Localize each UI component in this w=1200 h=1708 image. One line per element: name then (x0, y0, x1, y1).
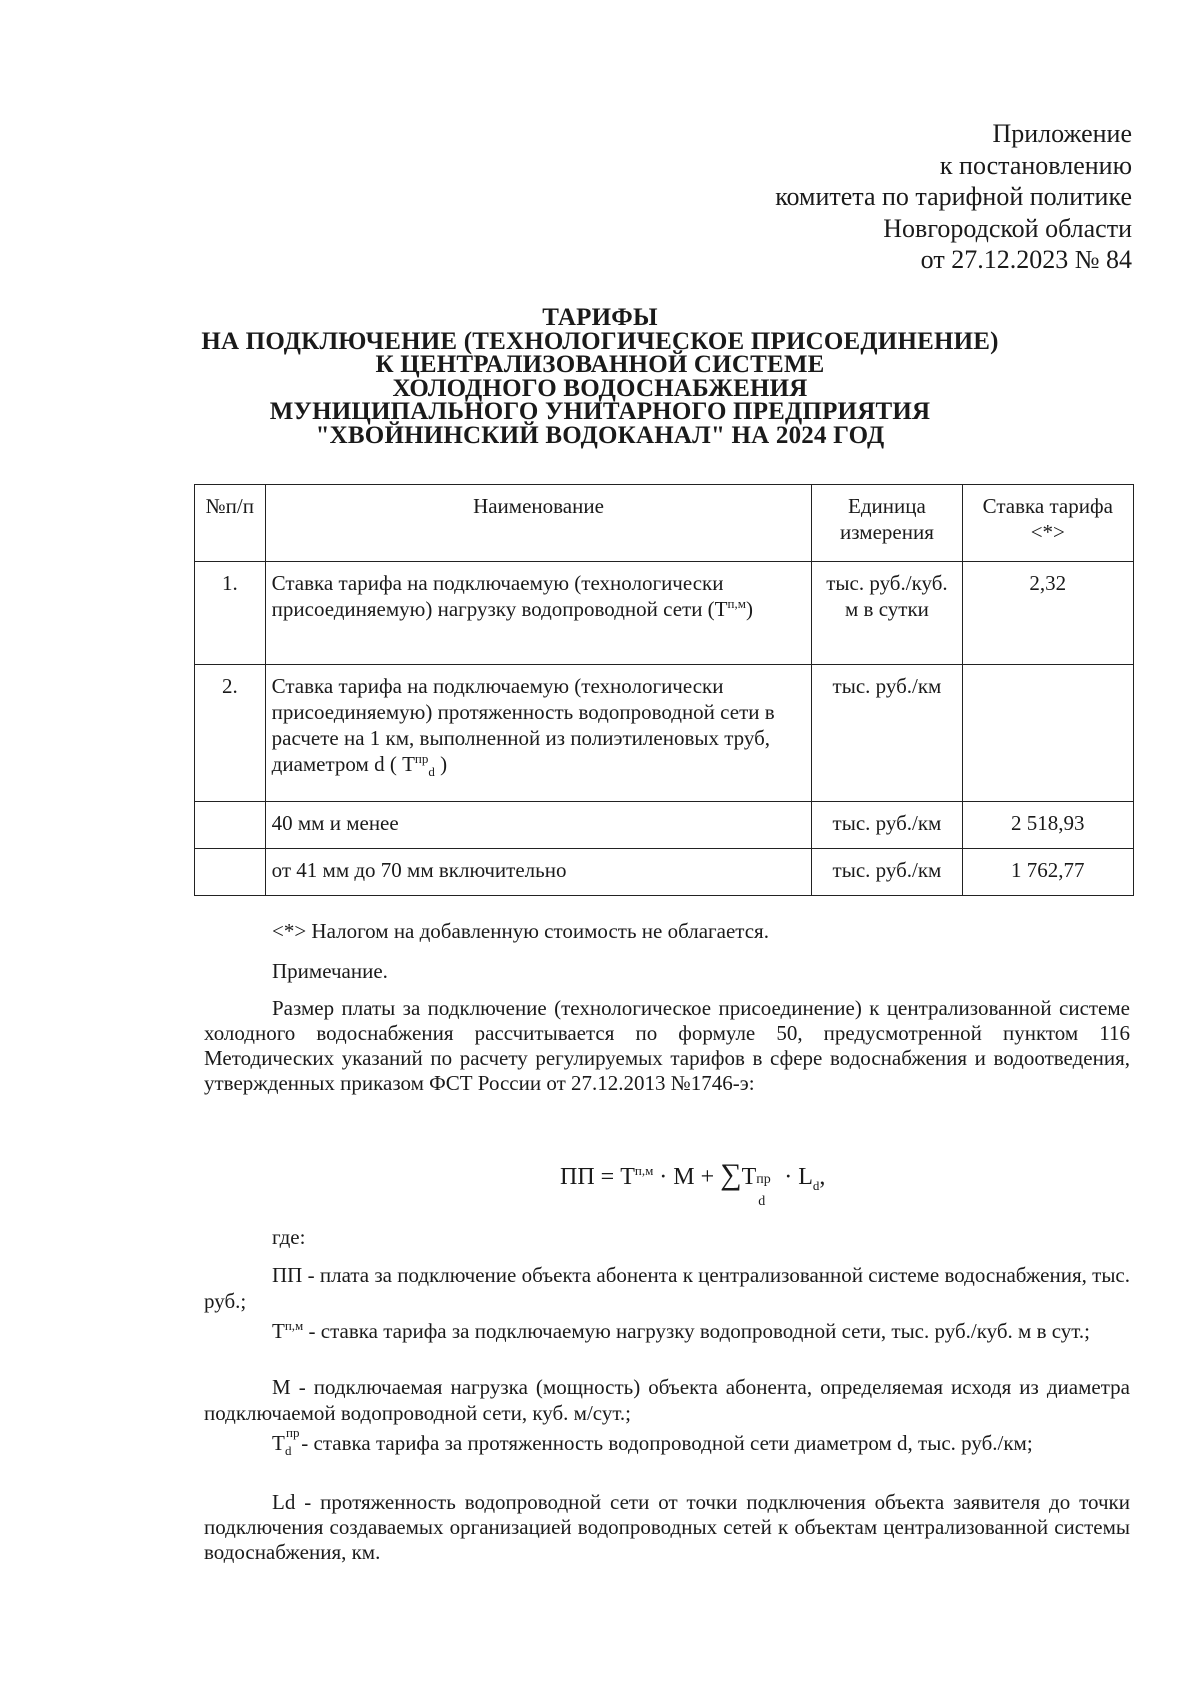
note-paragraph: Размер платы за подключение (технологическое присоединение) к централизованной системе холодного водоснабжения рассчитывается по формуле 50, предусмотренной пунктом 116 Методических указаний по расчету регулируемых тарифов в сфере водоснабжения и водоотведения, утвержденных приказом ФСТ России от 27.12.2013 №1746-э: (204, 996, 1130, 1095)
title-line-5: МУНИЦИПАЛЬНОГО УНИТАРНОГО ПРЕДПРИЯТИЯ (269, 398, 931, 425)
title-line-6: "ХВОЙНИНСКИЙ ВОДОКАНАЛ" НА 2024 ГОД (315, 421, 885, 449)
where-label: где: (272, 1225, 306, 1249)
title-line-2: НА ПОДКЛЮЧЕНИЕ (ТЕХНОЛОГИЧЕСКОЕ ПРИСОЕДИНЕНИЕ) (201, 327, 999, 355)
definition-tpr-symbol (272, 1425, 300, 1458)
table-row (195, 665, 1134, 802)
row-1-num: 1. (195, 562, 266, 665)
definition-pp: ПП - плата за подключение объекта абонента к централизованной системе водоснабжения, тыс. руб.; (204, 1263, 1130, 1313)
row-1-name-end: ) (745, 597, 753, 621)
row-2-num: 2. (195, 665, 266, 802)
row-1-unit-line-2: м в сутки (845, 597, 929, 621)
definition-tpr (204, 1425, 1130, 1458)
header-unit (812, 485, 962, 562)
formula-sub-2: d (758, 1194, 766, 1209)
row-4-rate: 1 762,77 (962, 849, 1133, 896)
header-unit-line-2: измерения (840, 520, 934, 544)
definition-tpr-sub: d (285, 1443, 292, 1458)
row-1-name (265, 562, 812, 665)
formula-lhs: ПП = Т (560, 1164, 635, 1190)
header-unit-line-1: Единица (848, 494, 926, 518)
appendix-line-1: Приложение (992, 119, 1132, 148)
row-2-name (265, 665, 812, 802)
appendix-line-3: комитета по тарифной политике (775, 182, 1132, 211)
header-rate-line-1: Ставка тарифа (982, 494, 1113, 518)
formula-tail: · L (778, 1164, 813, 1190)
table-header-row (195, 485, 1134, 562)
row-1-unit-line-1: тыс. руб./куб. (826, 571, 948, 595)
definition-ld: Ld - протяженность водопроводной сети от точки подключения объекта заявителя до точки подключения создаваемых организацией водопроводных сетей к объектам централизованной системы водоснабжения, км. (204, 1490, 1130, 1564)
title-line-1: ТАРИФЫ (542, 304, 658, 331)
definition-tpm-sup: п,м (284, 1318, 304, 1333)
row-2-name-sup: пр (414, 751, 429, 766)
note-heading: Примечание. (272, 959, 388, 983)
table-row (195, 802, 1134, 849)
definition-m: М - подключаемая нагрузка (мощность) объекта абонента, определяемая исходя из диаметра подключаемой водопроводной сети, куб. м/сут.; (204, 1375, 1130, 1425)
table-row (195, 849, 1134, 896)
row-3-name: 40 мм и менее (265, 802, 812, 849)
row-2-name-sub: d (428, 764, 435, 780)
appendix-line-5: от 27.12.2023 № 84 (920, 245, 1132, 274)
header-name: Наименование (265, 485, 812, 562)
document-title (140, 306, 1060, 447)
header-num: №п/п (195, 485, 266, 562)
row-2-name-text: Ставка тарифа на подключаемую (технологически присоединяемую) протяженность водопроводной сети в расчете на 1 км, выполненной из полиэтиленовых труб, диаметром d ( (271, 674, 775, 776)
formula-end: , (819, 1164, 826, 1190)
appendix-line-4: Новгородской области (883, 213, 1132, 243)
row-4-unit: тыс. руб./км (812, 849, 962, 896)
definition-tpr-sup: пр (286, 1425, 300, 1440)
row-2-name-sym: Т (402, 752, 415, 776)
row-1-name-text: Ставка тарифа на подключаемую (технологически присоединяемую) нагрузку водопроводной сети (Т (271, 571, 728, 621)
row-3-rate: 2 518,93 (962, 802, 1133, 849)
definition-tpm (204, 1318, 1130, 1344)
row-4-num (195, 849, 266, 896)
tariff-table (194, 484, 1134, 896)
row-3-num (195, 802, 266, 849)
definition-tpr-sym: Т (272, 1431, 285, 1455)
formula-mid: · M + (653, 1164, 721, 1190)
vat-footnote: <*> Налогом на добавленную стоимость не облагается. (272, 919, 769, 943)
definition-tpm-sym: Т (272, 1319, 285, 1343)
formula-t2: Т (741, 1164, 757, 1190)
header-rate (962, 485, 1133, 562)
appendix-line-2: к постановлению (939, 150, 1132, 180)
row-1-unit (812, 562, 962, 665)
definition-tpm-text: - ставка тарифа за подключаемую нагрузку водопроводной сети, тыс. руб./куб. м в сут.; (303, 1319, 1090, 1343)
appendix-header (775, 118, 1132, 276)
header-rate-line-2: <*> (1030, 520, 1065, 544)
formula-sup-2: пр (756, 1172, 771, 1187)
row-1-name-sup: п,м (727, 596, 746, 611)
row-3-unit: тыс. руб./км (812, 802, 962, 849)
title-line-3: К ЦЕНТРАЛИЗОВАННОЙ СИСТЕМЕ (375, 351, 825, 378)
row-4-name: от 41 мм до 70 мм включительно (265, 849, 812, 896)
formula-sub-3: d (812, 1177, 820, 1193)
payment-formula (560, 1158, 826, 1209)
row-1-rate: 2,32 (962, 562, 1133, 665)
title-line-4: ХОЛОДНОГО ВОДОСНАБЖЕНИЯ (392, 374, 808, 402)
row-2-name-end: ) (440, 752, 448, 776)
row-2-unit: тыс. руб./км (812, 665, 962, 802)
table-row (195, 562, 1134, 665)
formula-sigma: ∑ (720, 1158, 742, 1191)
formula-sup-1: п,м (634, 1163, 654, 1178)
row-2-rate (962, 665, 1133, 802)
definition-tpr-text: - ставка тарифа за протяженность водопроводной сети диаметром d, тыс. руб./км; (296, 1431, 1033, 1455)
